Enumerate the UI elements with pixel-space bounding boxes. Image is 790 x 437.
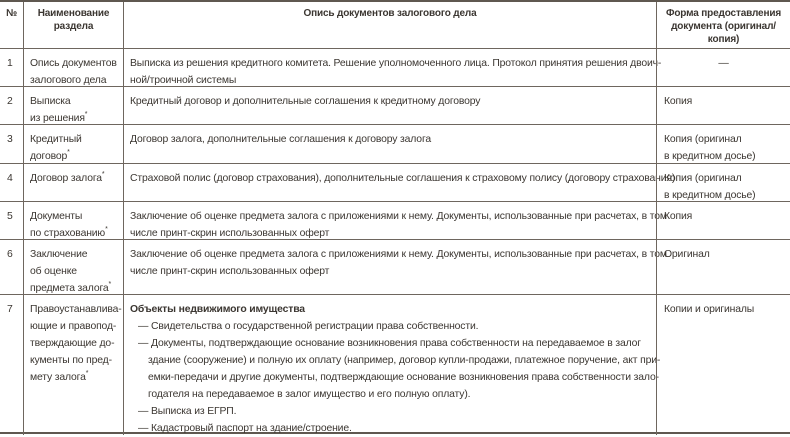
- document-description: [123, 240, 667, 294]
- table-row: [0, 125, 790, 164]
- document-description: [123, 87, 656, 124]
- section-name: [23, 164, 123, 201]
- footnote-asterisk: *: [84, 111, 88, 118]
- table-row: [0, 240, 790, 295]
- section-name-line: Кредитный: [30, 134, 82, 145]
- description-line: — Документы, подтверждающие основание возникновения права собственности на передаваемое в залог: [138, 338, 641, 349]
- section-name: [23, 202, 123, 239]
- section-name-line: об оценке: [30, 266, 77, 277]
- section-name: [23, 49, 123, 86]
- description-line: годателя на передаваемое в залог имущество и его полную оплату).: [148, 389, 471, 400]
- section-name-line: ющие и правопод-: [30, 321, 117, 332]
- section-name-line: [30, 148, 123, 165]
- description-line: Страховой полис (договор страхования), дополнительные соглашения к страховому полису (договору страхования): [130, 173, 676, 184]
- submission-form-line: Копии и оригиналы: [664, 304, 755, 315]
- header-name-line: Наименование: [37, 8, 110, 19]
- submission-form-line: Копия: [664, 211, 693, 222]
- header-description: Опись документов залогового дела: [123, 2, 656, 48]
- submission-form-line: —: [718, 58, 729, 69]
- description-line: Договор залога, дополнительные соглашения к договору залога: [130, 134, 431, 145]
- header-num: №: [6, 8, 17, 19]
- footnote-asterisk: *: [85, 370, 89, 377]
- table-row: [0, 164, 790, 202]
- submission-form: [656, 49, 790, 86]
- document-description: [123, 295, 661, 435]
- section-name-line: Выписка: [30, 96, 71, 107]
- description-line: Кредитный договор и дополнительные соглашения к кредитному договору: [130, 96, 481, 107]
- section-name-line: Документы: [30, 211, 83, 222]
- description-title: Объекты недвижимого имущества: [130, 304, 305, 315]
- section-name-line: тверждающие до-: [30, 338, 115, 349]
- table-row: [0, 49, 790, 87]
- section-name-line: Договор залога: [30, 173, 102, 184]
- row-number: 2: [7, 96, 13, 107]
- footnote-asterisk: *: [108, 281, 112, 288]
- submission-form-line: в кредитном досье): [664, 190, 756, 201]
- submission-form: [656, 295, 790, 435]
- header-form-line: документа (оригинал/: [671, 21, 776, 32]
- table-row: [0, 202, 790, 240]
- table-row: [0, 295, 790, 435]
- submission-form: [656, 202, 790, 239]
- submission-form-line: Оригинал: [664, 249, 710, 260]
- footnote-asterisk: *: [67, 149, 70, 156]
- footnote-asterisk: *: [101, 171, 105, 178]
- row-number: 6: [7, 249, 13, 260]
- header-form-line: Форма предоставления: [665, 8, 782, 19]
- section-name: [23, 295, 123, 435]
- header-name-line: раздела: [53, 21, 94, 32]
- submission-form-line: Копия (оригинал: [664, 173, 742, 184]
- description-line: ной/троичной системы: [130, 75, 237, 86]
- section-name-line: предмета залога: [30, 283, 109, 294]
- footnote-asterisk: *: [105, 226, 108, 233]
- description-line: здание (сооружение) и полную их оплату (например, договор купли-продажи, платежное поручение, акт при-: [148, 355, 661, 366]
- submission-form-line: Копия: [664, 96, 693, 107]
- header-name: [23, 2, 123, 48]
- description-line: емки-передачи и другие документы, подтверждающие основание возникновения права собственности зало-: [148, 372, 659, 383]
- section-name-line: Правоустанавлива-: [30, 304, 122, 315]
- section-name-line: кументы по пред-: [30, 355, 112, 366]
- section-name: [23, 125, 123, 163]
- section-name: [23, 240, 123, 294]
- section-name-line: Опись документов: [30, 58, 117, 69]
- section-name-line: из решения: [30, 113, 85, 124]
- submission-form: [656, 240, 790, 294]
- section-name-line: залогового дела: [30, 75, 107, 86]
- submission-form: [656, 125, 790, 163]
- description-line: числе принт-скрин использованных оферт: [130, 266, 330, 277]
- document-description: [123, 202, 667, 239]
- description-line: — Свидетельства о государственной регистрации права собственности.: [138, 321, 479, 332]
- row-number: 3: [7, 134, 13, 145]
- section-name-line: [30, 170, 123, 187]
- section-name-line: [30, 369, 123, 386]
- section-name-line: по страхованию: [30, 228, 106, 239]
- description-line: числе принт-скрин использованных оферт: [130, 228, 330, 239]
- submission-form-line: Копия (оригинал: [664, 134, 742, 145]
- description-line: — Кадастровый паспорт на здание/строение.: [138, 423, 352, 434]
- document-description: [123, 164, 676, 201]
- document-description: [123, 49, 662, 86]
- submission-form-line: в кредитном досье): [664, 151, 756, 162]
- description-line: Заключение об оценке предмета залога с приложениями к нему. Документы, использованные при расчетах, в том: [130, 211, 667, 222]
- submission-form: [656, 164, 790, 201]
- header-form: [656, 2, 790, 48]
- row-number: 1: [7, 58, 13, 69]
- description-line: Заключение об оценке предмета залога с приложениями к нему. Документы, использованные при расчетах, в том: [130, 249, 667, 260]
- document-description: [123, 125, 656, 163]
- section-name-line: мету залога: [30, 372, 86, 383]
- row-number: 7: [7, 304, 13, 315]
- submission-form: [656, 87, 790, 124]
- section-name-line: Заключение: [30, 249, 88, 260]
- table-row: [0, 87, 790, 125]
- table-header: [0, 2, 790, 49]
- row-number: 4: [7, 173, 13, 184]
- description-line: — Выписка из ЕГРП.: [138, 406, 237, 417]
- row-number: 5: [7, 211, 13, 222]
- section-name-line: договор: [30, 151, 68, 162]
- section-name: [23, 87, 123, 124]
- description-line: Выписка из решения кредитного комитета. Решение уполномоченного лица. Протокол принятия решения двоич-: [130, 58, 662, 69]
- header-form-line: копия): [707, 34, 740, 45]
